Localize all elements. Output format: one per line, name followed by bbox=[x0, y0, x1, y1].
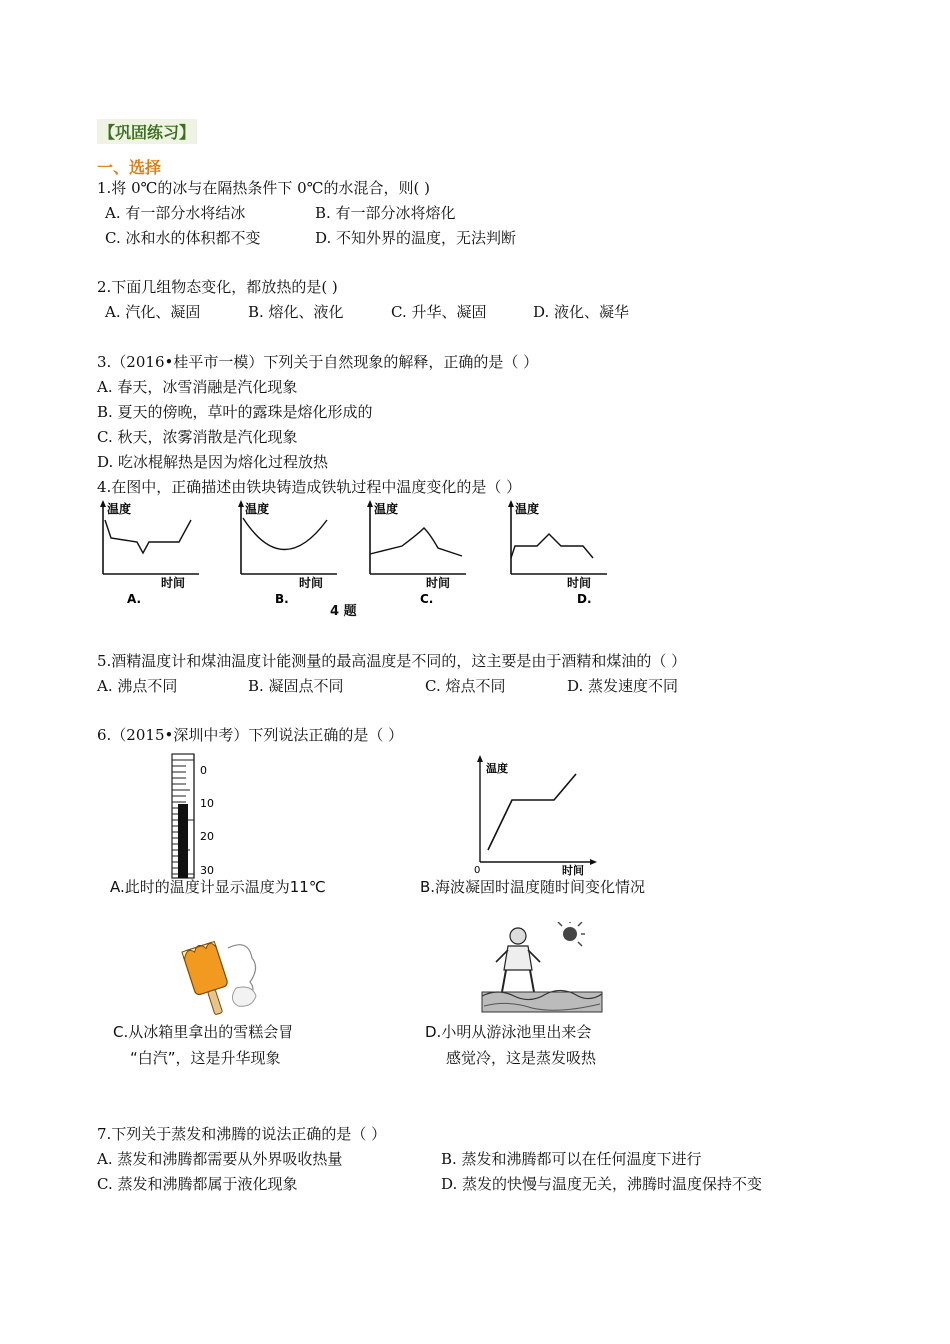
q1-option-a: A. 有一部分水将结冰 bbox=[105, 204, 246, 222]
q4-graph-a bbox=[95, 498, 205, 614]
q6-thermometer bbox=[160, 752, 230, 882]
q3-option-c: C. 秋天，浓雾消散是汽化现象 bbox=[97, 428, 298, 446]
q4-stem: 4.在图中，正确描述由铁块铸造成铁轨过程中温度变化的是（ ） bbox=[97, 478, 522, 496]
q6-swimmer-image bbox=[478, 922, 608, 1018]
q4-graph-b bbox=[233, 498, 343, 614]
q4-fig-caption: 4 题 bbox=[330, 604, 357, 619]
q4-d-label: D. bbox=[577, 592, 592, 606]
thermo-tick-30: 30 bbox=[200, 864, 214, 877]
q2-option-b: B. 熔化、液化 bbox=[248, 303, 344, 321]
thermo-tick-10: 10 bbox=[200, 797, 214, 810]
q7-option-b: B. 蒸发和沸腾都可以在任何温度下进行 bbox=[441, 1150, 702, 1168]
q5-option-d: D. 蒸发速度不同 bbox=[567, 677, 679, 695]
q4-c-label: C. bbox=[420, 592, 434, 606]
q6-graph-ylabel: 温度 bbox=[486, 762, 508, 775]
section-subtitle: 一、选择 bbox=[97, 158, 162, 177]
q6-caption-a: A.此时的温度计显示温度为11℃ bbox=[110, 878, 326, 896]
q7-option-a: A. 蒸发和沸腾都需要从外界吸收热量 bbox=[97, 1150, 343, 1168]
q1-stem: 1.将 0℃的冰与在隔热条件下 0℃的水混合，则( ) bbox=[97, 179, 430, 197]
q5-option-c: C. 熔点不同 bbox=[425, 677, 506, 695]
q4-c-xlabel: 时间 bbox=[426, 576, 451, 590]
q1-option-d: D. 不知外界的温度，无法判断 bbox=[315, 229, 517, 247]
q6-ice-cream-image bbox=[168, 928, 268, 1024]
q4-graph-d bbox=[503, 498, 613, 614]
q4-c-ylabel: 温度 bbox=[374, 502, 399, 516]
q4-d-ylabel: 温度 bbox=[515, 502, 540, 516]
q1-option-c: C. 冰和水的体积都不变 bbox=[105, 229, 261, 247]
q4-b-ylabel: 温度 bbox=[245, 502, 270, 516]
q2-stem: 2.下面几组物态变化，都放热的是( ) bbox=[97, 278, 338, 296]
q6-caption-c-line2: “白汽”，这是升华现象 bbox=[130, 1049, 281, 1067]
section-title: 【巩固练习】 bbox=[97, 119, 197, 144]
q5-stem: 5.酒精温度计和煤油温度计能测量的最高温度是不同的，这主要是由于酒精和煤油的（ ） bbox=[97, 652, 687, 670]
q6-caption-d-line1: D.小明从游泳池里出来会 bbox=[425, 1023, 592, 1041]
q4-b-xlabel: 时间 bbox=[299, 576, 324, 590]
q4-b-label: B. bbox=[275, 592, 289, 606]
q4-a-xlabel: 时间 bbox=[161, 576, 186, 590]
q6-stem: 6.（2015•深圳中考）下列说法正确的是（ ） bbox=[97, 726, 404, 744]
q5-option-a: A. 沸点不同 bbox=[97, 677, 178, 695]
q3-option-d: D. 吃冰棍解热是因为熔化过程放热 bbox=[97, 453, 329, 471]
q4-a-ylabel: 温度 bbox=[107, 502, 132, 516]
thermo-tick-20: 20 bbox=[200, 830, 214, 843]
q6-caption-c-line1: C.从冰箱里拿出的雪糕会冒 bbox=[113, 1023, 294, 1041]
q5-option-b: B. 凝固点不同 bbox=[248, 677, 344, 695]
q6-caption-d-line2: 感觉冷，这是蒸发吸热 bbox=[446, 1049, 597, 1067]
q6-graph-xlabel: 时间 bbox=[562, 864, 584, 876]
q6-caption-b: B.海波凝固时温度随时间变化情况 bbox=[420, 878, 646, 896]
q7-option-c: C. 蒸发和沸腾都属于液化现象 bbox=[97, 1175, 298, 1193]
q7-stem: 7.下列关于蒸发和沸腾的说法正确的是（ ） bbox=[97, 1125, 387, 1143]
q3-stem: 3.（2016•桂平市一模）下列关于自然现象的解释，正确的是（ ） bbox=[97, 353, 539, 371]
q3-option-b: B. 夏天的傍晚，草叶的露珠是熔化形成的 bbox=[97, 403, 373, 421]
q6-graph-b bbox=[470, 752, 600, 876]
q2-option-c: C. 升华、凝固 bbox=[391, 303, 487, 321]
q2-option-d: D. 液化、凝华 bbox=[533, 303, 630, 321]
thermo-tick-0: 0 bbox=[200, 764, 207, 777]
q4-graph-c bbox=[362, 498, 472, 614]
q4-d-xlabel: 时间 bbox=[567, 576, 592, 590]
q6-graph-origin: 0 bbox=[474, 865, 481, 876]
q7-option-d: D. 蒸发的快慢与温度无关，沸腾时温度保持不变 bbox=[441, 1175, 763, 1193]
q2-option-a: A. 汽化、凝固 bbox=[105, 303, 201, 321]
q1-option-b: B. 有一部分冰将熔化 bbox=[315, 204, 456, 222]
q4-a-label: A. bbox=[127, 592, 142, 606]
q3-option-a: A. 春天，冰雪消融是汽化现象 bbox=[97, 378, 298, 396]
